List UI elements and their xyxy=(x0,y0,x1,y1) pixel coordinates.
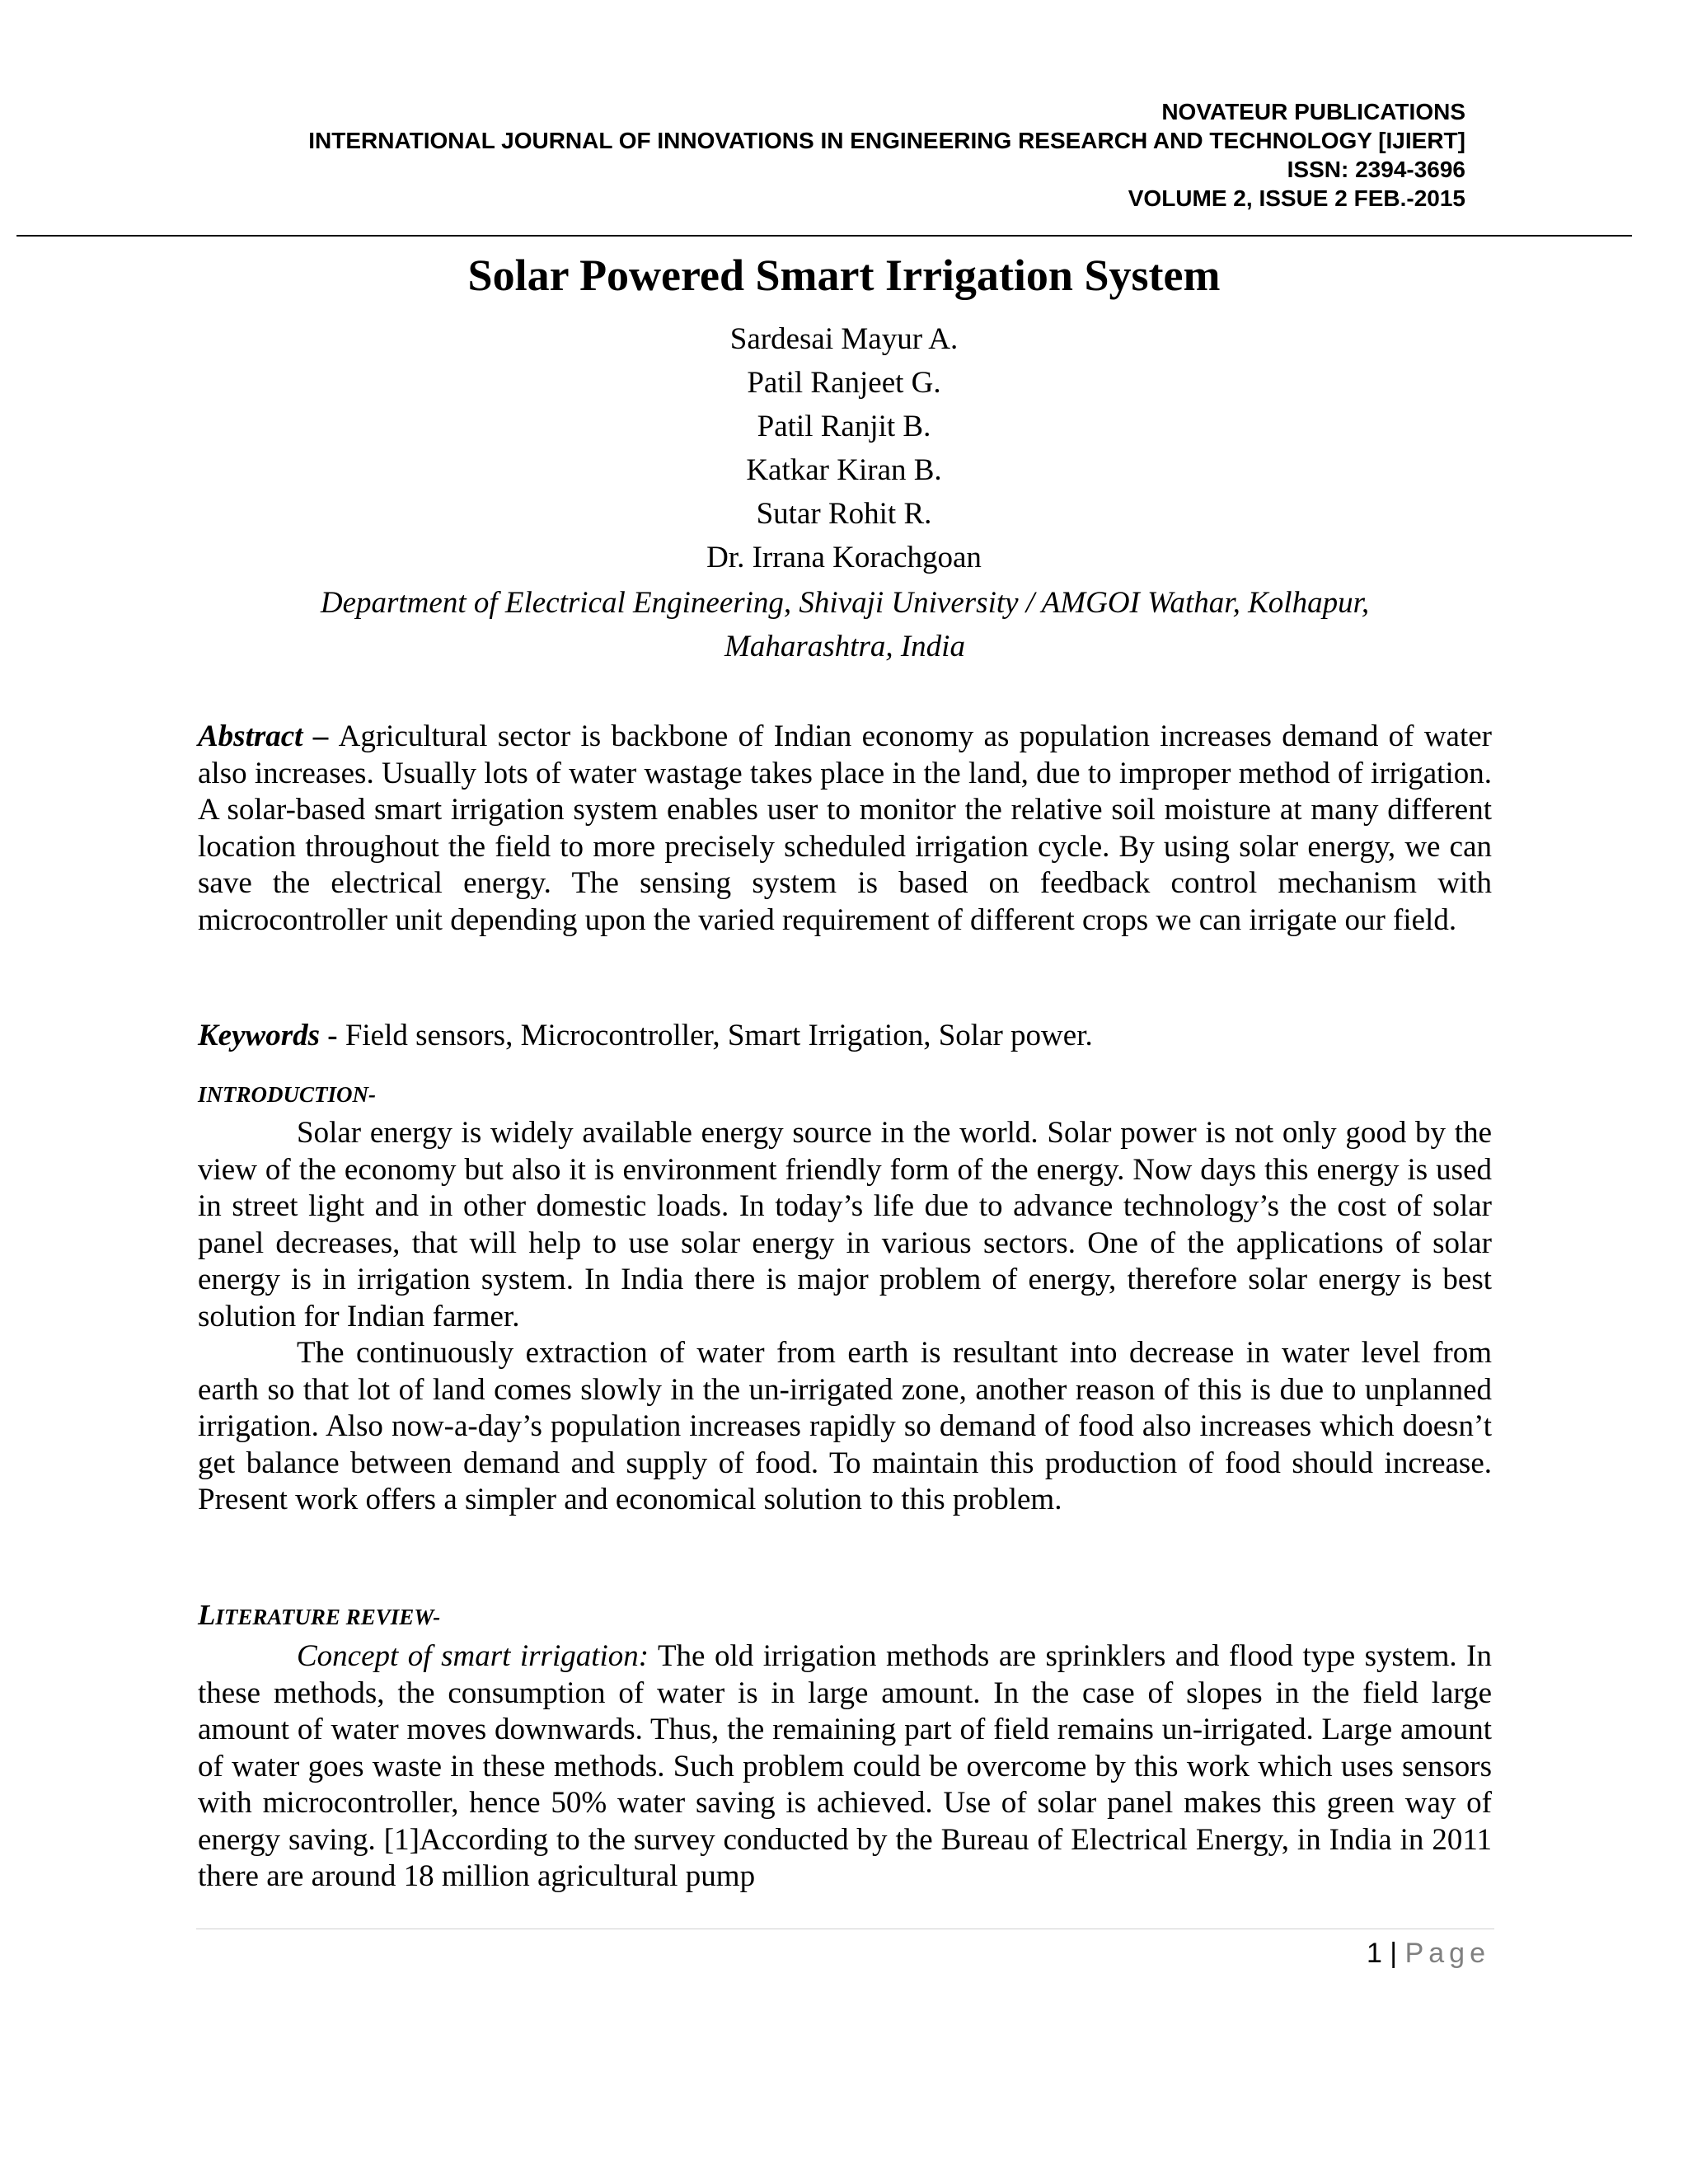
journal-name: INTERNATIONAL JOURNAL OF INNOVATIONS IN ENGINEERING RESEARCH AND TECHNOLOGY [IJIERT] xyxy=(308,128,1465,153)
concept-label: Concept of smart irrigation: xyxy=(297,1639,649,1673)
page-separator: | xyxy=(1381,1938,1405,1969)
journal-header xyxy=(64,97,1465,213)
author: Katkar Kiran B. xyxy=(746,453,942,487)
author: Sutar Rohit R. xyxy=(756,497,932,531)
abstract-dash: – xyxy=(302,719,339,753)
author: Sardesai Mayur A. xyxy=(729,322,959,356)
issn: ISSN: 2394-3696 xyxy=(1287,157,1465,182)
author: Dr. Irrana Korachgoan xyxy=(706,541,982,574)
abstract-section xyxy=(198,719,1492,939)
volume-issue: VOLUME 2, ISSUE 2 FEB.-2015 xyxy=(1128,185,1465,211)
publisher-name: NOVATEUR PUBLICATIONS xyxy=(1161,99,1465,124)
author-list xyxy=(0,317,1688,579)
affiliation xyxy=(198,581,1492,668)
affiliation-line: Department of Electrical Engineering, Shivaji University / AMGOI Wathar, Kolhapur, xyxy=(320,586,1370,620)
keywords-text: Field sensors, Microcontroller, Smart Irrigation, Solar power. xyxy=(345,1019,1093,1052)
affiliation-line: Maharashtra, India xyxy=(724,630,965,663)
keywords-label: Keywords xyxy=(198,1019,320,1052)
page-number: 1 xyxy=(1366,1938,1382,1969)
author: Patil Ranjeet G. xyxy=(747,366,941,400)
keywords-section xyxy=(198,1018,1492,1055)
literature-review-section xyxy=(198,1638,1492,1896)
introduction-heading: INTRODUCTION- xyxy=(198,1082,376,1107)
paper-title: Solar Powered Smart Irrigation System xyxy=(467,251,1221,300)
author: Patil Ranjit B. xyxy=(757,410,931,443)
header-divider xyxy=(16,235,1632,237)
paragraph: The old irrigation methods are sprinklers and flood type system. In these methods, the consumption of water is in large amount. In the case of slopes in the field large amount of water moves downwards. Thus, the remaining part of field remains un-irrigated. Large amount of water goes waste in these methods. Such problem could be overcome by this work which uses sensors with microcontroller, hence 50% water saving is achieved. Use of solar panel makes this green way of energy saving. [1]According to the survey conducted by the Bureau of Electrical Energy, in India in 2011 there are around 18 million agricultural pump xyxy=(198,1639,1492,1893)
page-label: Page xyxy=(1404,1938,1490,1969)
paragraph: The continuously extraction of water from earth is resultant into decrease in water level from earth so that lot of land comes slowly in the un-irrigated zone, another reason of this is due to unplanned irrigation. Also now-a-day’s population increases rapidly so demand of food also increases which doesn’t get balance between demand and supply of food. To maintain this production of food should increase. Present work offers a simpler and economical solution to this problem. xyxy=(198,1336,1492,1516)
introduction-section xyxy=(198,1115,1492,1519)
abstract-text: Agricultural sector is backbone of Indian economy as population increases demand of water also increases. Usually lots of water wastage takes place in the land, due to improper method of irrigation. A solar-based smart irrigation system enables user to monitor the relative soil moisture at many different location throughout the field to more precisely scheduled irrigation cycle. By using solar energy, we can save the electrical energy. The sensing system is based on feedback control mechanism with microcontroller unit depending upon the varied requirement of different crops we can irrigate our field. xyxy=(198,719,1493,937)
keywords-dash: - xyxy=(320,1019,345,1052)
paragraph: Solar energy is widely available energy source in the world. Solar power is not only good by the view of the economy but also it is environment friendly form of the energy. Now days this energy is used in street light and in other domestic loads. In today’s life due to advance technology’s the cost of solar panel decreases, that will help to use solar energy in various sectors. One of the applications of solar energy is in irrigation system. In India there is major problem of energy, therefore solar energy is best solution for Indian farmer. xyxy=(198,1116,1492,1333)
page-footer xyxy=(1367,1937,1490,1970)
literature-review-heading: LITERATURE REVIEW- xyxy=(198,1599,441,1631)
abstract-label: Abstract xyxy=(198,719,303,753)
